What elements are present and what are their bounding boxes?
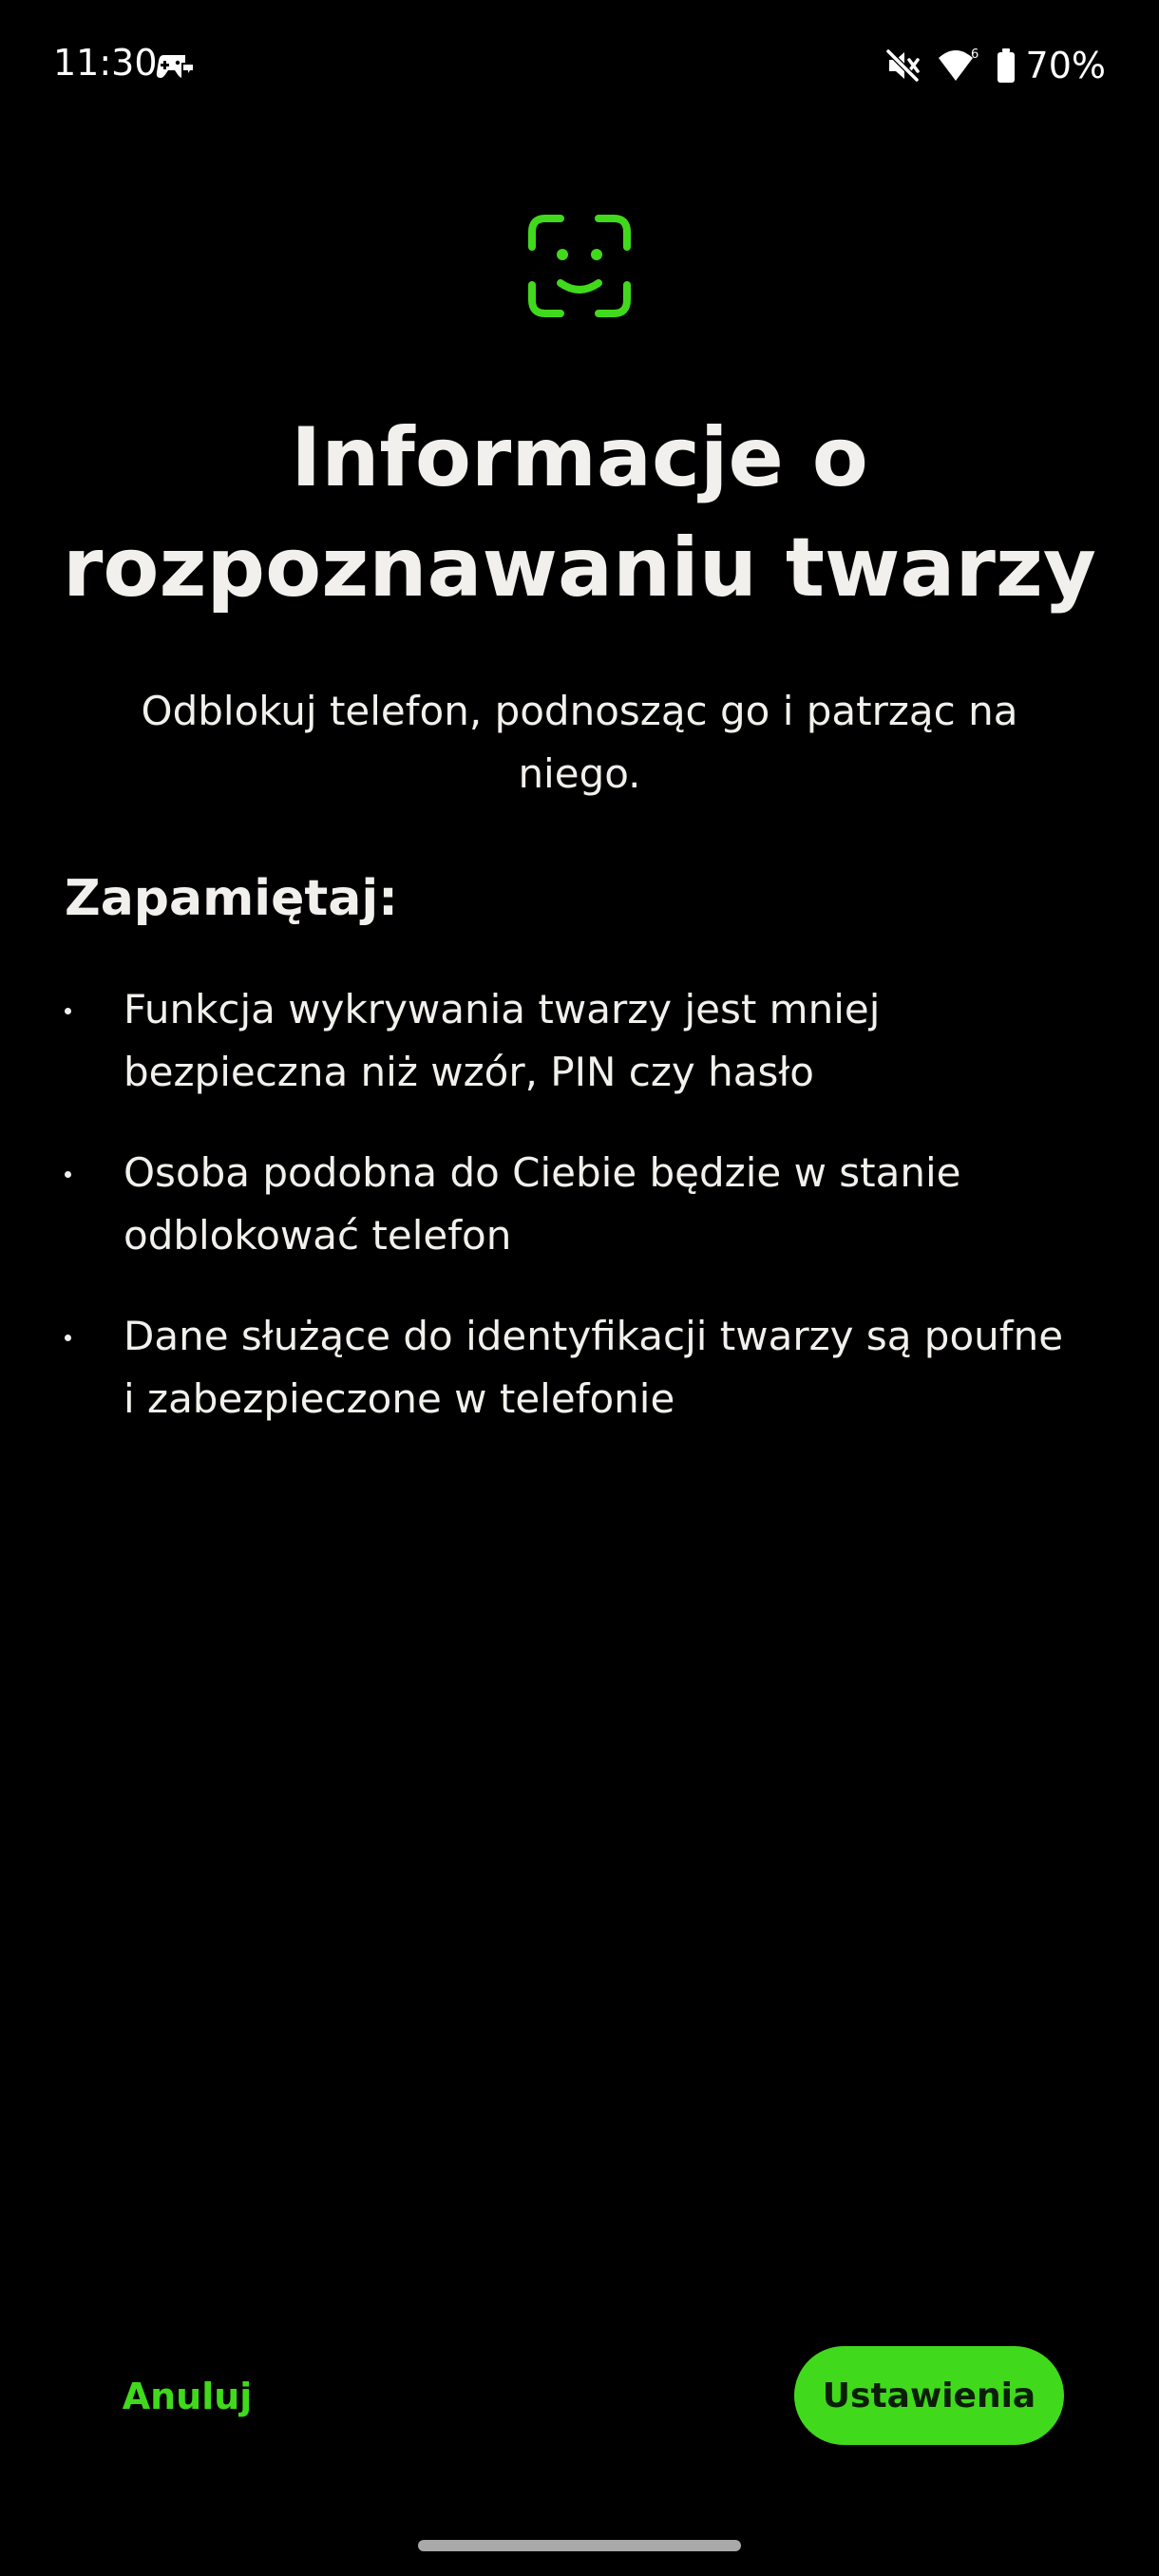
reminder-heading: Zapamiętaj: [65,870,398,927]
settings-button[interactable]: Ustawienia [794,2346,1064,2445]
list-item [65,1305,1072,1430]
status-time: 11:30 [53,42,158,84]
battery-level: 70% [1025,45,1106,86]
reminder-list [65,978,1072,1468]
mute-icon [884,47,922,85]
page-subtitle: Odblokuj telefon, podnosząc go i patrząc na niego. [141,688,1018,797]
list-item [65,1142,1072,1267]
status-bar [0,0,1159,129]
home-indicator[interactable] [418,2540,741,2551]
page-title: Informacje o rozpoznawaniu twarzy [63,410,1096,616]
svg-text:6: 6 [970,47,978,62]
face-unlock-icon [528,215,631,317]
bullet-icon [65,1171,71,1178]
cancel-button[interactable]: Anuluj [104,2354,270,2439]
list-item-text: Dane służące do identyfikacji twarzy są poufne i zabezpieczone w telefonie [124,1313,1064,1422]
game-controller-icon [156,47,196,82]
battery-icon [996,47,1016,85]
wifi-icon [937,47,980,85]
bullet-icon [65,1008,71,1014]
bullet-icon [65,1335,71,1341]
list-item [65,978,1072,1104]
status-icons [884,42,1106,89]
list-item-text: Osoba podobna do Ciebie będzie w stanie odblokować telefon [124,1149,961,1259]
list-item-text: Funkcja wykrywania twarzy jest mniej bezpieczna niż wzór, PIN czy hasło [124,986,881,1095]
